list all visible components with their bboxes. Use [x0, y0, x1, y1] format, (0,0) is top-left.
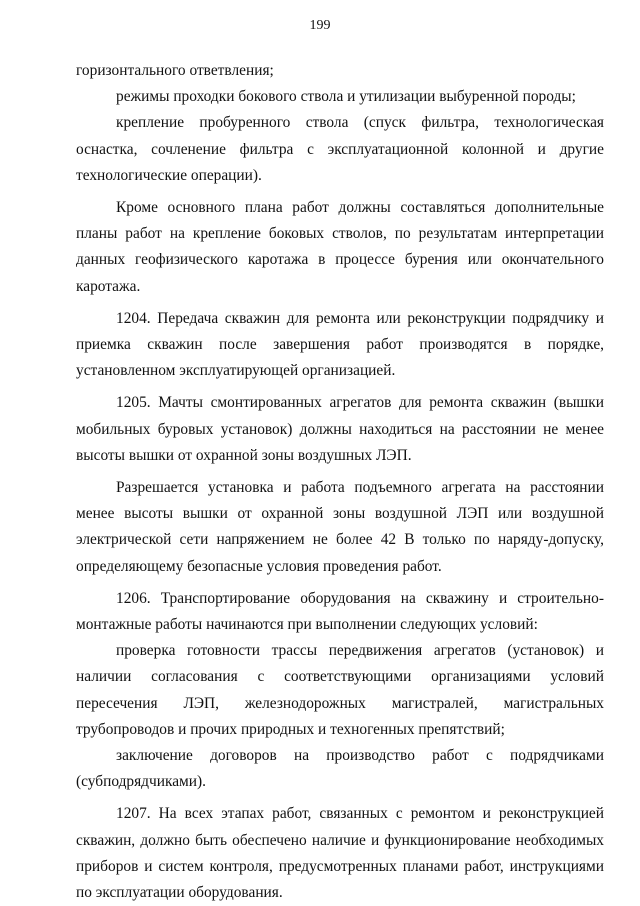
- paragraph-drilling-modes: режимы проходки бокового ствола и утилизации выбуренной породы;: [116, 88, 576, 106]
- paragraph-route-check: проверка готовности трассы передвижения агрегатов (установок) и наличии согласования с соответствующими организациями условий пересечения ЛЭП, железнодорожных магистралей, магистральных трубопроводов и прочих природных и техногенных препятствий;: [76, 642, 604, 738]
- paragraph-1207: 1207. На всех этапах работ, связанных с ремонтом и реконструкцией скважин, должно быть обеспечено наличие и функционирование необходимых приборов и систем контроля, предусмотренных планами работ, инструкциями по эксплуатации оборудования.: [76, 805, 604, 902]
- paragraph-contracts: заключение договоров на производство работ с подрядчиками (субподрядчиками).: [76, 747, 604, 791]
- paragraph-1205: 1205. Мачты смонтированных агрегатов для ремонта скважин (вышки мобильных буровых установок) должны находиться на расстоянии не менее высоты вышки от охранной зоны воздушных ЛЭП.: [76, 394, 604, 464]
- paragraph-casing: крепление пробуренного ствола (спуск фильтра, технологическая оснастка, сочленение фильтра с эксплуатационной колонной и другие технологические операции).: [76, 114, 604, 184]
- paragraph-continuation: горизонтального ответвления;: [76, 62, 274, 79]
- page-number: 199: [309, 18, 331, 33]
- paragraph-additional-plans: Кроме основного плана работ должны составляться дополнительные планы работ на крепление боковых стволов, по результатам интерпретации данных геофизического каротажа в процессе бурения или окончательного каротажа.: [76, 199, 604, 295]
- paragraph-permit: Разрешается установка и работа подъемного агрегата на расстоянии менее высоты вышки от охранной зоны воздушной ЛЭП или воздушной электрической сети напряжением не более 42 В только по наряду-допуску, определяющему безопасные условия проведения работ.: [76, 479, 604, 575]
- paragraph-1204: 1204. Передача скважин для ремонта или реконструкции подрядчику и приемка скважин после завершения работ производятся в порядке, установленном эксплуатирующей организацией.: [76, 309, 604, 380]
- paragraph-1206: 1206. Транспортирование оборудования на скважину и строительно-монтажные работы начинаются при выполнении следующих условий:: [76, 589, 604, 634]
- document-body: [76, 58, 604, 906]
